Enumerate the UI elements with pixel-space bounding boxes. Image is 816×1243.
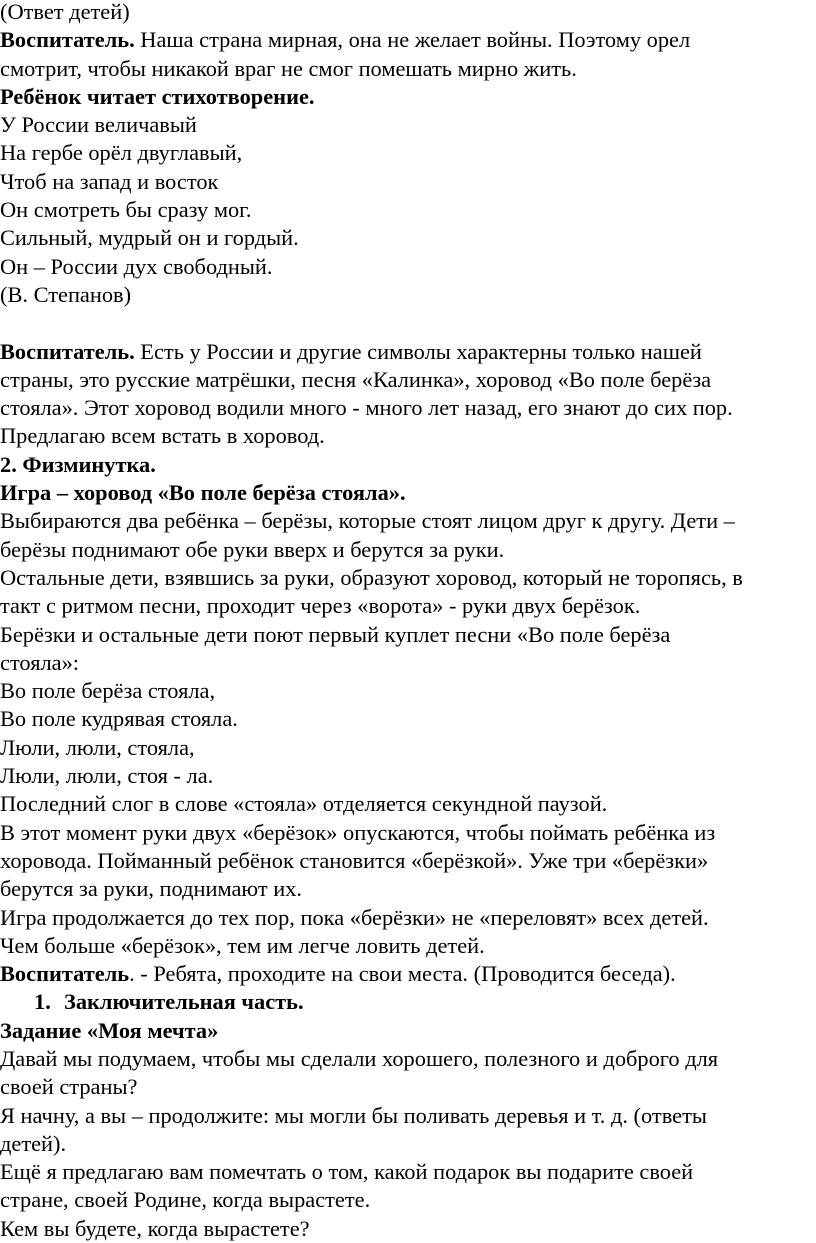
poem-author: (В. Степанов) [0,281,132,307]
paragraph-teacher-3 [0,960,816,988]
paragraph-teacher-1-line-1 [0,26,816,54]
paragraph-who-will-you-be: Кем вы будете, когда вырастете? [0,1215,310,1241]
speaker-label: Воспитатель. [0,338,135,364]
paragraph-game-1-line-1: Выбираются два ребёнка – берёзы, которые стоят лицом друг к другу. Дети – [0,508,735,534]
paragraph-teacher-2-line-1 [0,338,816,366]
paragraph-continue-line-1: Я начну, а вы – продолжите: мы могли бы поливать деревья и т. д. (ответы [0,1102,707,1128]
list-item-text: Заключительная часть. [64,989,304,1015]
paragraph-gift-line-2: стране, своей Родине, когда вырастете. [0,1187,371,1213]
paragraph-catch-line-1: В этот момент руки двух «берёзок» опускаются, чтобы поймать ребёнка из [0,819,716,845]
paragraph-more-birches: Чем больше «берёзок», тем им легче ловить детей. [0,932,485,958]
paragraph-game-3-line-1: Берёзки и остальные дети поют первый куплет песни «Во поле берёза [0,621,671,647]
poem-line: Он смотреть бы сразу мог. [0,197,252,223]
paragraph-game-2-line-1: Остальные дети, взявшись за руки, образуют хоровод, который не торопясь, в [0,564,743,590]
paragraph-game-2-line-2: такт с ритмом песни, проходит через «ворота» - руки двух берёзок. [0,593,641,619]
heading-task-my-dream: Задание «Моя мечта» [0,1017,219,1043]
paragraph-pause: Последний слог в слове «стояла» отделяется секундной паузой. [0,791,608,817]
paragraph-teacher-2-line-4: Предлагаю всем встать в хоровод. [0,423,325,449]
speaker-label: Воспитатель. [0,27,135,53]
paragraph-think-line-1: Давай мы подумаем, чтобы мы сделали хорошего, полезного и доброго для [0,1045,719,1071]
poem-line: Чтоб на запад и восток [0,168,219,194]
paragraph-teacher-2-line-2: страны, это русские матрёшки, песня «Калинка», хоровод «Во поле берёза [0,366,712,392]
paragraph-catch-line-3: берутся за руки, поднимают их. [0,876,302,902]
song-line: Люли, люли, стояла, [0,734,195,760]
blank-line [0,309,816,337]
paragraph-game-continues: Игра продолжается до тех пор, пока «берёзки» не «переловят» всех детей. [0,904,709,930]
poem-line: У России величавый [0,112,197,138]
paragraph-gift-line-1: Ещё я предлагаю вам помечтать о том, какой подарок вы подарите своей [0,1159,694,1185]
paragraph-text: Наша страна мирная, она не желает войны. Поэтому орел [134,27,691,53]
list-item-final-part [0,988,816,1016]
speaker-label: Воспитатель [0,961,130,987]
song-line: Во поле берёза стояла, [0,678,216,704]
paragraph-teacher-1-line-2: смотрит, чтобы никакой враг не смог помешать мирно жить. [0,55,577,81]
list-number: 1. [34,989,51,1015]
paragraph-game-3-line-2: стояла»: [0,649,80,675]
poem-line: Он – России дух свободный. [0,253,273,279]
paragraph-continue-line-2: детей). [0,1130,67,1156]
paragraph-text: Есть у России и другие символы характерны только нашей [134,338,702,364]
heading-exercise: 2. Физминутка. [0,451,156,477]
song-line: Во поле кудрявая стояла. [0,706,238,732]
poem-line: На гербе орёл двуглавый, [0,140,243,166]
paragraph-teacher-2-line-3: стояла». Этот хоровод водили много - много лет назад, его знают до сих пор. [0,395,733,421]
heading-game: Игра – хоровод «Во поле берёза стояла». [0,480,406,506]
paragraph-text: . - Ребята, проходите на свои места. (Проводится беседа). [129,961,676,987]
poem-line: Сильный, мудрый он и гордый. [0,225,299,251]
heading-child-reads-poem: Ребёнок читает стихотворение. [0,83,315,109]
paragraph-catch-line-2: хоровода. Пойманный ребёнок становится «берёзкой». Уже три «берёзки» [0,847,709,873]
song-line: Люли, люли, стоя - ла. [0,763,214,789]
paragraph-children-answer: (Ответ детей) [0,0,130,24]
paragraph-think-line-2: своей страны? [0,1074,138,1100]
paragraph-game-1-line-2: берёзы поднимают обе руки вверх и берутся за руки. [0,536,505,562]
